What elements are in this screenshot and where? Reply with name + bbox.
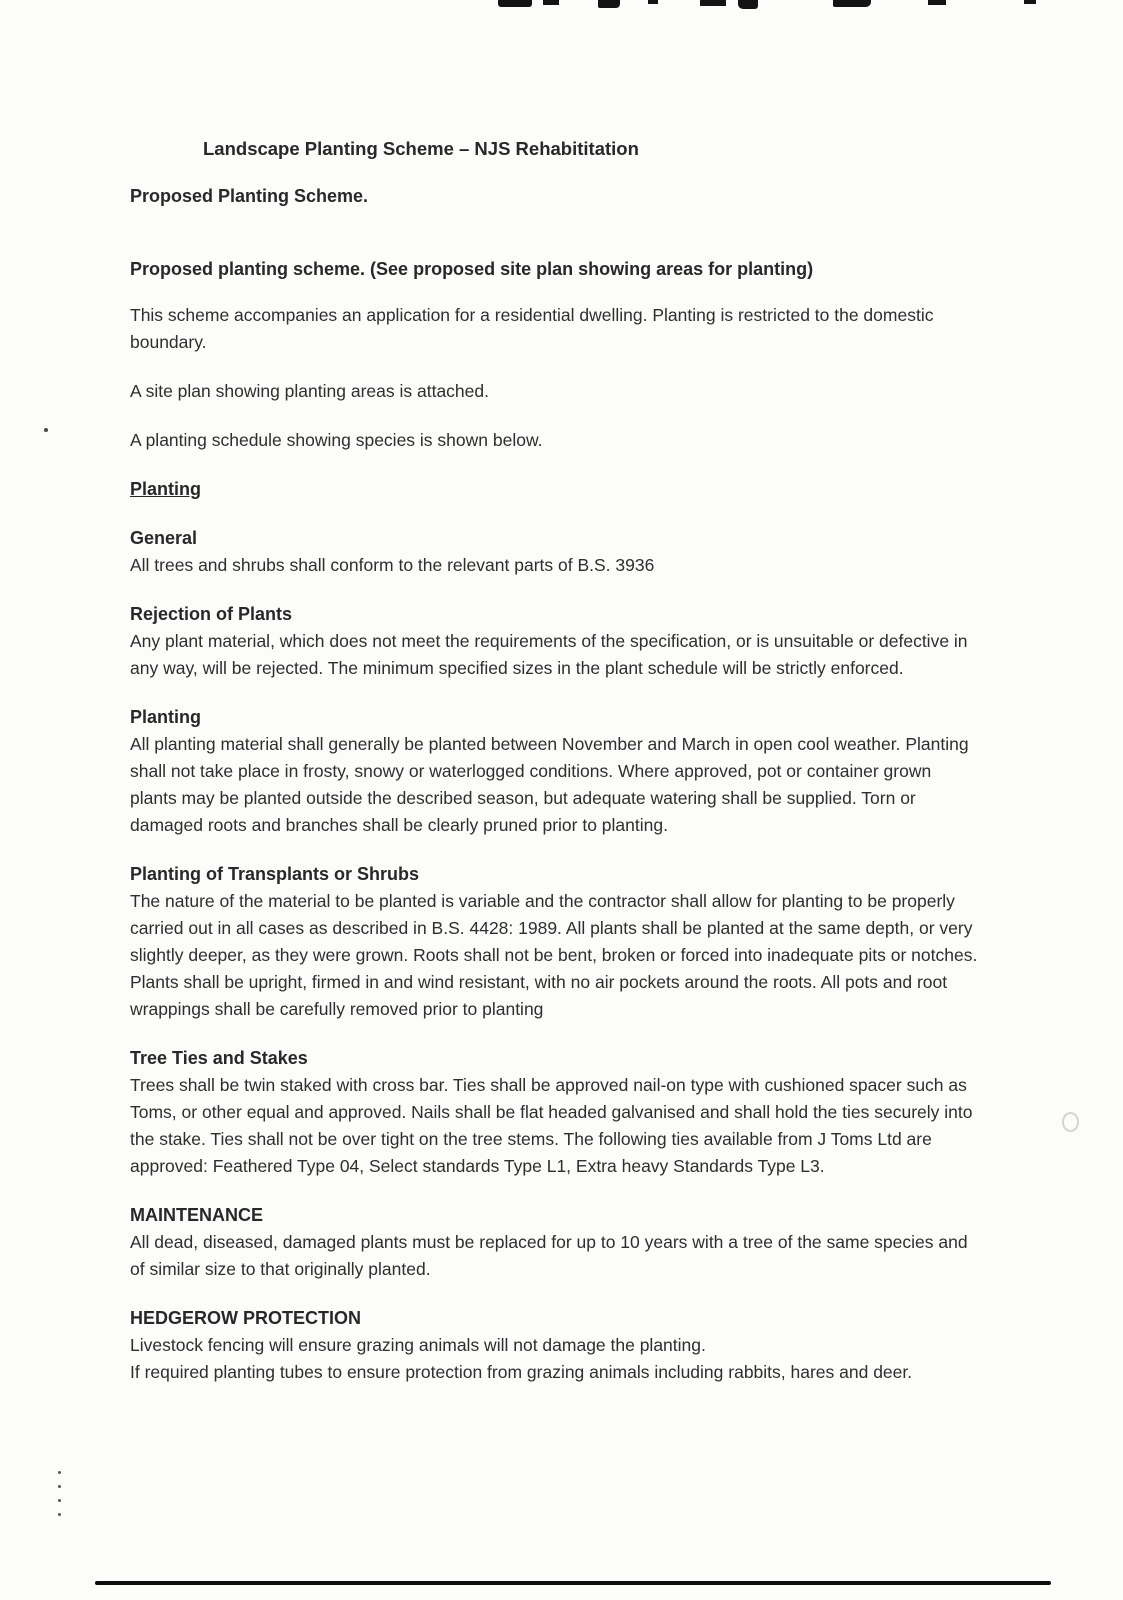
section-body: The nature of the material to be planted is variable and the contractor shall allow for planting to be properly carried out in all cases as described in B.S. 4428: 1989. All plants shall be planted at the same depth, or very slightly deeper, as they were grown. Roots shall not be bent, broken or forced into inadequate pits or notches. Plants shall be upright, firmed in and wind resistant, with no air pockets around the roots. All pots and root wrappings shall be carefully removed prior to planting bbox=[130, 891, 978, 1019]
section-heading: Rejection of Plants bbox=[130, 604, 293, 624]
intro-paragraph-scheme: This scheme accompanies an application for a residential dwelling. Planting is restricted to the domestic boundary. bbox=[130, 305, 934, 352]
scan-artifact-dot bbox=[58, 1485, 61, 1488]
scan-artifact bbox=[928, 0, 946, 5]
document-subtitle: Proposed Planting Scheme. bbox=[130, 186, 369, 206]
section-heading: Planting of Transplants or Shrubs bbox=[130, 864, 420, 884]
section-planting bbox=[130, 704, 978, 839]
document-title: Landscape Planting Scheme – NJS Rehabititation bbox=[203, 138, 639, 159]
section-rejection-of-plants bbox=[130, 601, 978, 682]
section-body: All dead, diseased, damaged plants must be replaced for up to 10 years with a tree of the same species and of similar size to that originally planted. bbox=[130, 1232, 968, 1279]
scan-artifact bbox=[700, 0, 726, 6]
scan-artifact bbox=[738, 0, 758, 9]
scan-artifact-dot bbox=[58, 1471, 61, 1474]
scan-artifact bbox=[498, 0, 532, 7]
scan-artifact bbox=[833, 0, 871, 7]
document-content bbox=[130, 135, 978, 1408]
scan-artifact bbox=[543, 0, 559, 5]
section-maintenance bbox=[130, 1202, 978, 1283]
scan-artifact-dots bbox=[56, 1460, 61, 1516]
section-body: Livestock fencing will ensure grazing animals will not damage the planting. bbox=[130, 1335, 706, 1355]
section-planting-of-transplants bbox=[130, 861, 978, 1023]
scan-artifact bbox=[1024, 0, 1036, 4]
intro-paragraph-schedule: A planting schedule showing species is shown below. bbox=[130, 430, 543, 450]
section-heading: MAINTENANCE bbox=[130, 1205, 263, 1225]
intro-paragraph-site-plan: A site plan showing planting areas is attached. bbox=[130, 381, 489, 401]
scan-artifact bbox=[598, 0, 620, 8]
scan-artifact-smudge bbox=[1062, 1112, 1079, 1132]
section-heading: Tree Ties and Stakes bbox=[130, 1048, 308, 1068]
scan-artifact-dot bbox=[58, 1513, 61, 1516]
section-tree-ties-and-stakes bbox=[130, 1045, 978, 1180]
intro-heading: Proposed planting scheme. (See proposed site plan showing areas for planting) bbox=[130, 259, 814, 279]
scan-artifact-bottom-line bbox=[95, 1581, 1051, 1585]
scan-artifact-dot bbox=[44, 428, 48, 432]
section-body: If required planting tubes to ensure protection from grazing animals including rabbits, hares and deer. bbox=[130, 1362, 913, 1382]
section-body: Trees shall be twin staked with cross bar. Ties shall be approved nail-on type with cushioned spacer such as Toms, or other equal and approved. Nails shall be flat headed galvanised and shall hold the ties securely into the stake. Ties shall not be over tight on the tree stems. The following ties available from J Toms Ltd are approved: Feathered Type 04, Select standards Type L1, Extra heavy Standards Type L3. bbox=[130, 1075, 973, 1176]
section-heading: Planting bbox=[130, 707, 201, 727]
section-body: All planting material shall generally be planted between November and March in open cool weather. Planting shall not take place in frosty, snowy or waterlogged conditions. Where approved, pot or container grown plants may be planted outside the described season, but adequate watering shall be supplied. Torn or damaged roots and branches shall be clearly pruned prior to planting. bbox=[130, 734, 969, 835]
section-general bbox=[130, 525, 978, 579]
scan-artifact bbox=[648, 0, 658, 4]
section-hedgerow-protection bbox=[130, 1305, 978, 1386]
scan-artifact-dot bbox=[58, 1499, 61, 1502]
planting-heading: Planting bbox=[130, 479, 201, 499]
section-heading: HEDGEROW PROTECTION bbox=[130, 1308, 362, 1328]
section-body: Any plant material, which does not meet the requirements of the specification, or is unsuitable or defective in any way, will be rejected. The minimum specified sizes in the plant schedule will be strictly enforced. bbox=[130, 631, 968, 678]
section-body: All trees and shrubs shall conform to the relevant parts of B.S. 3936 bbox=[130, 555, 655, 575]
section-heading: General bbox=[130, 528, 198, 548]
